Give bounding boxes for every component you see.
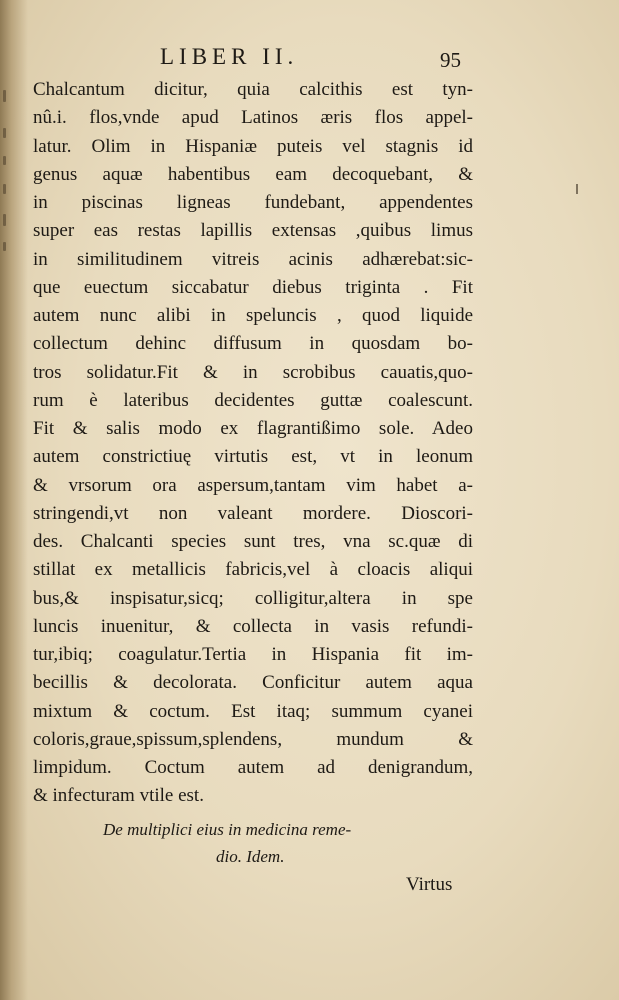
text-line: super eas restas lapillis extensas ,quibus limus (33, 220, 473, 242)
running-title: LIBER II. (160, 44, 299, 69)
text-line: bus,& inspisatur,sicq; colligitur,altera in spe (33, 587, 473, 609)
text-line: autem nunc alibi in speluncis , quod liquide (33, 305, 473, 326)
text-line: mixtum & coctum. Est itaq; summum cyanei (33, 700, 473, 722)
text-line: rum è lateribus decidentes guttæ coalescunt. (33, 389, 473, 411)
body-text (33, 76, 473, 811)
text-line: in similitudinem vitreis acinis adhærebat:sic- (33, 248, 473, 270)
page-number: 95 (440, 48, 461, 72)
subheading-line: De multiplici eius in medicina reme- (103, 820, 352, 839)
text-line: stringendi,vt non valeant mordere. Dioscori- (33, 502, 473, 524)
page-header (0, 44, 619, 78)
text-line: des. Chalcanti species sunt tres, vna sc.quæ di (33, 531, 473, 552)
text-line: autem constrictiuę virtutis est, vt in leonum (33, 446, 473, 468)
text-line: in piscinas ligneas fundebant, appendentes (33, 192, 473, 213)
text-line: stillat ex metallicis fabricis,vel à cloacis aliqui (33, 559, 473, 581)
text-line: collectum dehinc diffusum in quosdam bo- (33, 333, 473, 355)
text-line: genus aquæ habentibus eam decoquebant, & (33, 163, 473, 185)
text-line: Chalcantum dicitur, quia calcithis est tyn- (33, 79, 473, 100)
text-line: tros solidatur.Fit & in scrobibus cauatis,quo- (33, 361, 473, 383)
catchword: Virtus (406, 874, 453, 895)
text-line: tur,ibiq; coagulatur.Tertia in Hispania fit im- (33, 644, 473, 665)
text-line: Fit & salis modo ex flagrantißimo sole. Adeo (33, 418, 473, 439)
text-line: coloris,graue,spissum,splendens, mundum & (33, 728, 473, 750)
text-line: & vrsorum ora aspersum,tantam vim habet a- (33, 474, 473, 496)
subheading-line: dio. Idem. (216, 847, 285, 866)
text-line: becillis & decolorata. Conficitur autem aqua (33, 672, 473, 694)
section-subheading (103, 816, 433, 870)
text-line: nû.i. flos,vnde apud Latinos æris flos appel- (33, 107, 473, 129)
text-line: latur. Olim in Hispaniæ puteis vel stagnis id (33, 135, 473, 157)
text-line: & infecturam vtile est. (33, 785, 204, 807)
text-line: que euectum siccabatur diebus triginta . Fit (33, 276, 473, 298)
text-line: luncis inuenitur, & collecta in vasis refundi- (33, 615, 473, 637)
gutter-ink-marks (3, 90, 19, 290)
text-line: limpidum. Coctum autem ad denigrandum, (33, 757, 473, 778)
margin-ink-mark (576, 184, 578, 194)
